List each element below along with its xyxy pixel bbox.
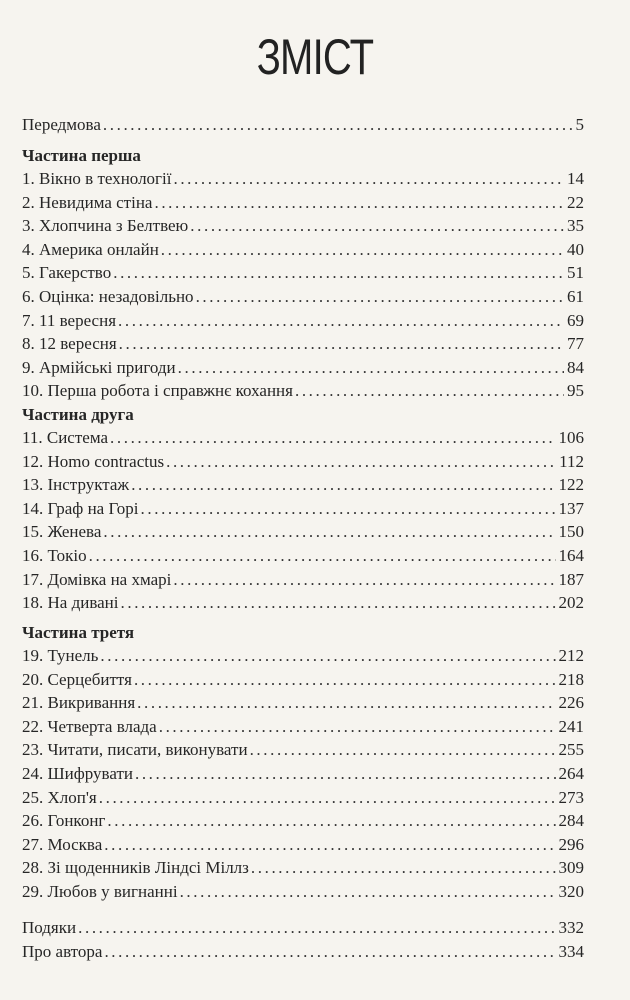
toc-entry[interactable] bbox=[22, 544, 584, 568]
entry-label: 5. Гакерство bbox=[22, 263, 112, 283]
toc-part-3 bbox=[22, 622, 584, 904]
dot-leader bbox=[103, 113, 573, 137]
dot-leader bbox=[118, 309, 564, 333]
dot-leader bbox=[121, 591, 556, 615]
entry-label: 7. 11 вересня bbox=[22, 310, 117, 330]
toc-entry[interactable] bbox=[22, 916, 584, 940]
entry-label: 18. На дивані bbox=[22, 593, 119, 613]
toc-preface bbox=[22, 113, 584, 137]
toc-entry[interactable] bbox=[22, 833, 584, 857]
entry-page: 202 bbox=[558, 593, 584, 613]
entry-label: 2. Невидима стіна bbox=[22, 192, 153, 212]
toc-entry[interactable] bbox=[22, 450, 584, 474]
toc-entry[interactable] bbox=[22, 880, 584, 904]
entry-page: 284 bbox=[558, 811, 584, 831]
entry-page: 14 bbox=[567, 169, 584, 188]
part-heading: Частина перша bbox=[22, 146, 141, 165]
entry-label: 17. Домівка на хмарі bbox=[22, 569, 172, 589]
entry-label: Про автора bbox=[22, 941, 103, 961]
dot-leader bbox=[104, 833, 555, 857]
entry-label: 25. Хлоп'я bbox=[22, 787, 97, 807]
entry-page: 296 bbox=[558, 834, 584, 854]
entry-page: 187 bbox=[558, 569, 584, 589]
dot-leader bbox=[180, 880, 556, 904]
entry-page: 5 bbox=[575, 115, 584, 134]
toc-entry[interactable] bbox=[22, 261, 584, 285]
part-heading: Частина друга bbox=[22, 405, 134, 424]
toc-part-2 bbox=[22, 404, 584, 615]
toc-entry[interactable] bbox=[22, 520, 584, 544]
toc-entry[interactable] bbox=[22, 356, 584, 380]
toc-entry[interactable] bbox=[22, 856, 584, 880]
toc-entry[interactable] bbox=[22, 940, 584, 964]
entry-page: 309 bbox=[558, 858, 584, 878]
entry-label: 8. 12 вересня bbox=[22, 334, 117, 354]
dot-leader bbox=[99, 786, 556, 810]
toc-entry[interactable] bbox=[22, 591, 584, 615]
entry-page: 51 bbox=[567, 263, 584, 283]
dot-leader bbox=[131, 473, 555, 497]
dot-leader bbox=[159, 715, 556, 739]
toc-entry[interactable] bbox=[22, 426, 584, 450]
entry-label: Передмова bbox=[22, 115, 101, 134]
entry-page: 122 bbox=[558, 475, 584, 495]
entry-label: 12. Homo contractus bbox=[22, 451, 165, 471]
entry-page: 22 bbox=[567, 192, 584, 212]
toc-entry[interactable] bbox=[22, 473, 584, 497]
entry-page: 69 bbox=[567, 310, 584, 330]
part-heading: Частина третя bbox=[22, 623, 135, 642]
entry-label: 3. Хлопчина з Белтвею bbox=[22, 216, 189, 236]
entry-page: 112 bbox=[559, 451, 584, 471]
dot-leader bbox=[196, 285, 564, 309]
entry-label: 24. Шифрувати bbox=[22, 763, 133, 783]
entry-label: 29. Любов у вигнанні bbox=[22, 881, 178, 901]
entry-label: 10. Перша робота і справжнє кохання bbox=[22, 381, 293, 401]
entry-page: 106 bbox=[558, 428, 584, 447]
dot-leader bbox=[110, 426, 555, 450]
entry-page: 241 bbox=[558, 716, 584, 736]
toc-entry[interactable] bbox=[22, 668, 584, 692]
dot-leader bbox=[100, 644, 555, 668]
toc-part-1 bbox=[22, 145, 584, 403]
dot-leader bbox=[178, 356, 564, 380]
entry-page: 264 bbox=[558, 763, 584, 783]
entry-label: 20. Серцебиття bbox=[22, 669, 132, 689]
entry-page: 35 bbox=[567, 216, 584, 236]
dot-leader bbox=[250, 738, 556, 762]
entry-page: 61 bbox=[567, 286, 584, 306]
entry-page: 226 bbox=[558, 693, 584, 713]
entry-page: 255 bbox=[558, 740, 584, 760]
dot-leader bbox=[173, 568, 555, 592]
entry-page: 95 bbox=[567, 381, 584, 401]
toc-entry[interactable] bbox=[22, 379, 584, 403]
entry-page: 40 bbox=[567, 239, 584, 259]
dot-leader bbox=[135, 762, 556, 786]
entry-label: 16. Токіо bbox=[22, 545, 87, 565]
dot-leader bbox=[137, 691, 555, 715]
entry-label: 13. Інструктаж bbox=[22, 475, 130, 495]
toc-entry[interactable] bbox=[22, 113, 584, 137]
entry-label: 4. Америка онлайн bbox=[22, 239, 159, 259]
dot-leader bbox=[78, 916, 555, 940]
entry-page: 320 bbox=[558, 881, 584, 901]
toc-entry[interactable] bbox=[22, 497, 584, 521]
toc-entry[interactable] bbox=[22, 691, 584, 715]
entry-page: 212 bbox=[558, 646, 584, 665]
entry-page: 218 bbox=[558, 669, 584, 689]
toc-entry[interactable] bbox=[22, 762, 584, 786]
entry-label: Подяки bbox=[22, 918, 77, 937]
entry-label: 21. Викривання bbox=[22, 693, 136, 713]
dot-leader bbox=[173, 167, 564, 191]
dot-leader bbox=[141, 497, 556, 521]
entry-page: 334 bbox=[558, 941, 584, 961]
toc-entry[interactable] bbox=[22, 285, 584, 309]
toc-entry[interactable] bbox=[22, 167, 584, 191]
entry-label: 27. Москва bbox=[22, 834, 103, 854]
entry-page: 332 bbox=[558, 918, 584, 937]
toc-entry[interactable] bbox=[22, 568, 584, 592]
dot-leader bbox=[190, 214, 564, 238]
toc-back-matter bbox=[22, 916, 584, 963]
entry-label: 11. Система bbox=[22, 428, 109, 447]
entry-page: 137 bbox=[558, 498, 584, 518]
dot-leader bbox=[154, 191, 564, 215]
dot-leader bbox=[251, 856, 556, 880]
toc-entry[interactable] bbox=[22, 214, 584, 238]
dot-leader bbox=[113, 261, 564, 285]
entry-page: 77 bbox=[567, 334, 584, 354]
page-title: ЗМІСТ bbox=[256, 29, 374, 85]
dot-leader bbox=[161, 238, 564, 262]
toc-entry[interactable] bbox=[22, 809, 584, 833]
toc-entry[interactable] bbox=[22, 786, 584, 810]
toc-entry[interactable] bbox=[22, 644, 584, 668]
entry-label: 14. Граф на Горі bbox=[22, 498, 139, 518]
entry-label: 28. Зі щоденників Ліндсі Міллз bbox=[22, 858, 249, 878]
entry-label: 9. Армійські пригоди bbox=[22, 357, 176, 377]
entry-label: 15. Женева bbox=[22, 522, 102, 542]
dot-leader bbox=[119, 332, 564, 356]
entry-page: 84 bbox=[567, 357, 584, 377]
dot-leader bbox=[295, 379, 564, 403]
toc-entry[interactable] bbox=[22, 309, 584, 333]
dot-leader bbox=[103, 520, 555, 544]
entry-label: 23. Читати, писати, виконувати bbox=[22, 740, 248, 760]
dot-leader bbox=[104, 940, 555, 964]
entry-page: 164 bbox=[558, 545, 584, 565]
entry-label: 6. Оцінка: незадовільно bbox=[22, 286, 194, 306]
dot-leader bbox=[134, 668, 556, 692]
toc-entry[interactable] bbox=[22, 715, 584, 739]
entry-label: 22. Четверта влада bbox=[22, 716, 157, 736]
toc-entry[interactable] bbox=[22, 738, 584, 762]
dot-leader bbox=[107, 809, 555, 833]
toc-entry[interactable] bbox=[22, 332, 584, 356]
entry-page: 273 bbox=[558, 787, 584, 807]
entry-label: 26. Гонконг bbox=[22, 811, 106, 831]
entry-page: 150 bbox=[558, 522, 584, 542]
dot-leader bbox=[166, 450, 556, 474]
entry-label: 1. Вікно в технології bbox=[22, 169, 172, 188]
toc-entry[interactable] bbox=[22, 238, 584, 262]
dot-leader bbox=[89, 544, 556, 568]
toc-entry[interactable] bbox=[22, 191, 584, 215]
entry-label: 19. Тунель bbox=[22, 646, 99, 665]
